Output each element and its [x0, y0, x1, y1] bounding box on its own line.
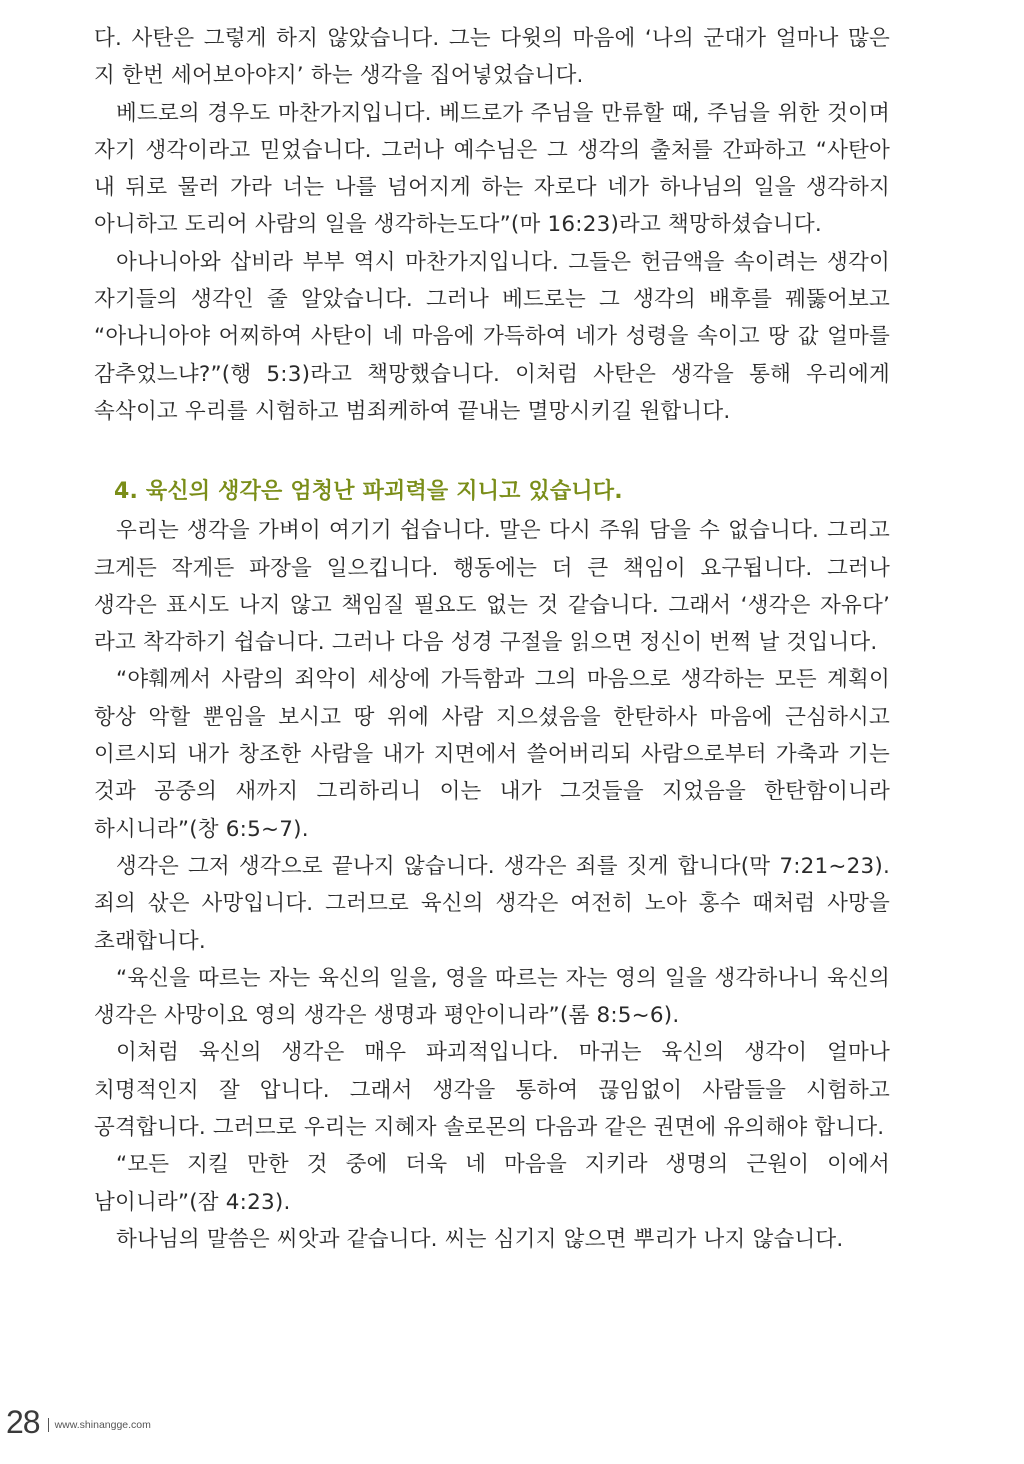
- site-url: www.shinangge.com: [54, 1419, 151, 1431]
- paragraph-destructive: 이처럼 육신의 생각은 매우 파괴적입니다. 마귀는 육신의 생각이 얼마나 치명적인지 잘 압니다. 그래서 생각을 통하여 끊임없이 사람들을 시험하고 공격합니다. 그러므로 우리는 지혜자 솔로몬의 다음과 같은 권면에 유의해야 합니다.: [94, 1040, 890, 1141]
- footer-divider: [48, 1418, 49, 1432]
- page-body: [94, 20, 890, 1258]
- page-footer: [6, 1402, 151, 1442]
- section-gap: [94, 430, 890, 472]
- paragraph-seed: 하나님의 말씀은 씨앗과 같습니다. 씨는 심기지 않으면 뿌리가 나지 않습니다.: [116, 1226, 844, 1252]
- paragraph-continuation: 다. 사탄은 그렇게 하지 않았습니다. 그는 다윗의 마음에 ‘나의 군대가 얼마나 많은 지 한번 세어보아야지’ 하는 생각을 집어넣었습니다.: [94, 26, 890, 89]
- quote-proverbs: “모든 지킬 만한 것 중에 더욱 네 마음을 지키라 생명의 근원이 이에서 남이니라”(잠 4:23).: [94, 1152, 890, 1215]
- paragraph-ananias: 아나니아와 삽비라 부부 역시 마찬가지입니다. 그들은 헌금액을 속이려는 생각이 자기들의 생각인 줄 알았습니다. 그러나 베드로는 그 생각의 배후를 꿰뚫어보고 “아나니아야 어찌하여 사탄이 네 마음에 가득하여 네가 성령을 속이고 땅 값 얼마를 감추었느냐?”(행 5:3)라고 책망했습니다. 이처럼 사탄은 생각을 통해 우리에게 속삭이고 우리를 시험하고 범죄케하여 끝내는 멸망시키길 원합니다.: [94, 249, 890, 424]
- paragraph-thought-sin: 생각은 그저 생각으로 끝나지 않습니다. 생각은 죄를 짓게 합니다(막 7:21~23). 죄의 삯은 사망입니다. 그러므로 육신의 생각은 여전히 노아 홍수 때처럼 사망을 초래합니다.: [94, 853, 890, 954]
- quote-romans: “육신을 따르는 자는 육신의 일을, 영을 따르는 자는 영의 일을 생각하나니 육신의 생각은 사망이요 영의 생각은 생명과 평안이니라”(롬 8:5~6).: [94, 965, 890, 1029]
- paragraph-peter: 베드로의 경우도 마찬가지입니다. 베드로가 주님을 만류할 때, 주님을 위한 것이며 자기 생각이라고 믿었습니다. 그러나 예수님은 그 생각의 출처를 간파하고 “사탄아 내 뒤로 물러 가라 너는 나를 넘어지게 하는 자로다 네가 하나님의 일을 생각하지 아니하고 도리어 사람의 일을 생각하는도다”(마 16:23)라고 책망하셨습니다.: [94, 100, 890, 238]
- section-heading: 4. 육신의 생각은 엄청난 파괴력을 지니고 있습니다.: [114, 479, 623, 505]
- page-number: 28: [6, 1403, 40, 1440]
- paragraph-thoughts-light: 우리는 생각을 가벼이 여기기 쉽습니다. 말은 다시 주워 담을 수 없습니다. 그리고 크게든 작게든 파장을 일으킵니다. 행동에는 더 큰 책임이 요구됩니다. 그러나 생각은 표시도 나지 않고 책임질 필요도 없는 것 같습니다. 그래서 ‘생각은 자유다’ 라고 착각하기 쉽습니다. 그러나 다음 성경 구절을 읽으면 정신이 번쩍 날 것입니다.: [94, 518, 890, 656]
- quote-genesis: “야훼께서 사람의 죄악이 세상에 가득함과 그의 마음으로 생각하는 모든 계획이 항상 악할 뿐임을 보시고 땅 위에 사람 지으셨음을 한탄하사 마음에 근심하시고 이르시되 내가 창조한 사람을 내가 지면에서 쓸어버리되 사람으로부터 가축과 기는 것과 공중의 새까지 그리하리니 이는 내가 그것들을 지었음을 한탄함이니라 하시니라”(창 6:5~7).: [94, 667, 890, 842]
